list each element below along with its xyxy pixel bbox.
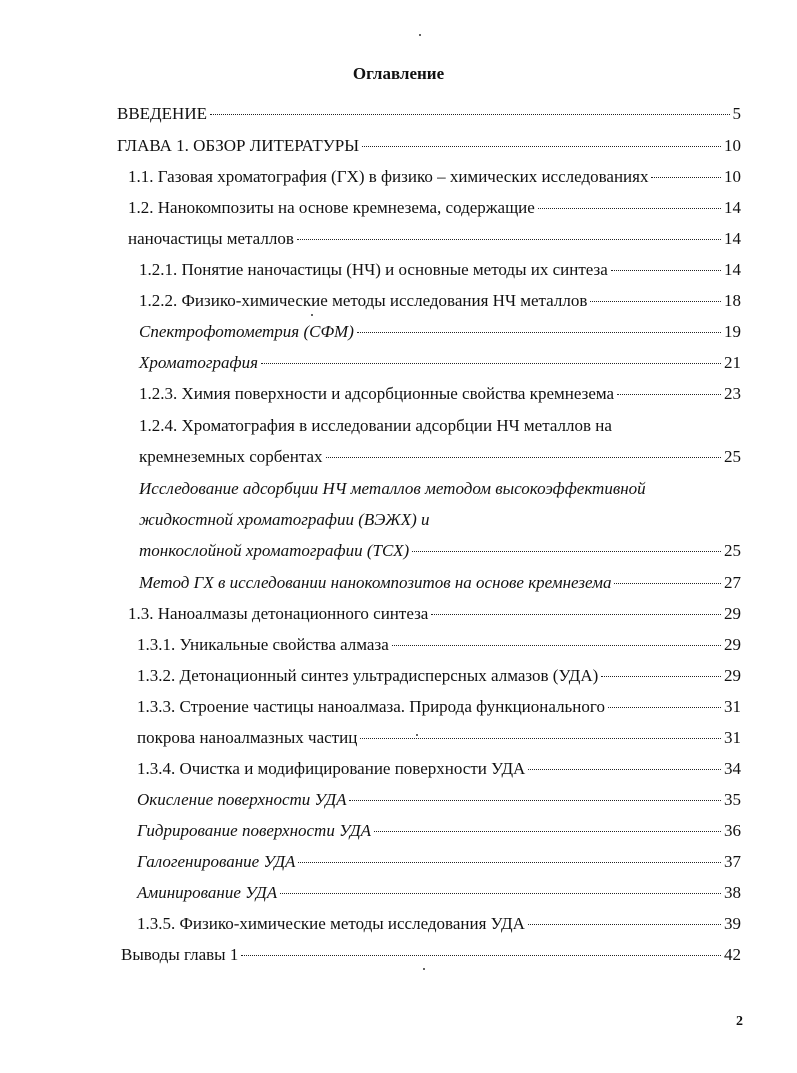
- toc-entry-text: Окисление поверхности УДА: [137, 790, 347, 809]
- toc-entry[interactable]: [128, 198, 741, 220]
- toc-entry-page: 14: [724, 198, 741, 217]
- toc-entry-text: 1.2.3. Химия поверхности и адсорбционные свойства кремнезема: [139, 384, 615, 403]
- toc-entry[interactable]: [139, 510, 741, 532]
- toc-entry[interactable]: [128, 604, 741, 626]
- toc-entry-page: 10: [724, 167, 741, 186]
- toc-entry[interactable]: [139, 573, 741, 595]
- toc-entry[interactable]: [137, 852, 741, 874]
- toc-entry-text: ГЛАВА 1. ОБЗОР ЛИТЕРАТУРЫ: [117, 136, 360, 155]
- toc-entry-page: 37: [724, 852, 741, 871]
- toc-entry[interactable]: [139, 384, 741, 406]
- toc-entry[interactable]: [139, 322, 741, 344]
- toc-entry[interactable]: [139, 353, 741, 375]
- toc-entry-text: 1.1. Газовая хроматография (ГХ) в физико – химических исследованиях: [128, 167, 649, 186]
- toc-entry[interactable]: [117, 104, 741, 126]
- toc-entry-text: Аминирование УДА: [137, 883, 278, 902]
- leader-dots: [392, 645, 721, 646]
- scan-speck: [311, 314, 313, 316]
- toc-entry-page: 23: [724, 384, 741, 403]
- leader-dots: [528, 769, 721, 770]
- toc-entry[interactable]: [139, 447, 741, 469]
- toc-entry-text: Галогенирование УДА: [137, 852, 296, 871]
- toc-entry-text: Исследование адсорбции НЧ металлов методом высокоэффективной: [139, 479, 646, 498]
- leader-dots: [360, 738, 721, 739]
- toc-entry[interactable]: [117, 136, 741, 158]
- toc-entry[interactable]: [137, 728, 741, 750]
- leader-dots: [374, 831, 721, 832]
- toc-entry-page: 27: [724, 573, 741, 592]
- toc-entry-page: 29: [724, 666, 741, 685]
- toc-entry-page: 18: [724, 291, 741, 310]
- leader-dots: [528, 924, 721, 925]
- toc-entry-text: 1.2. Нанокомпозиты на основе кремнезема, содержащие: [128, 198, 535, 217]
- page-number: 2: [736, 1014, 743, 1029]
- toc-entry-text: 1.3.4. Очистка и модифицирование поверхности УДА: [137, 759, 526, 778]
- toc-entry[interactable]: [139, 479, 741, 501]
- scan-speck: [423, 968, 425, 970]
- toc-entry[interactable]: [137, 697, 741, 719]
- leader-dots: [590, 301, 721, 302]
- toc-entry-text: 1.3.1. Уникальные свойства алмаза: [137, 635, 389, 654]
- leader-dots: [412, 551, 721, 552]
- toc-entry-page: 38: [724, 883, 741, 902]
- toc-entry-page: 14: [724, 260, 741, 279]
- toc-entry-text: наночастицы металлов: [128, 229, 294, 248]
- toc-entry[interactable]: [137, 790, 741, 812]
- toc-entry-page: 10: [724, 136, 741, 155]
- leader-dots: [261, 363, 721, 364]
- toc-entry-text: жидкостной хроматографии (ВЭЖХ) и: [139, 510, 430, 529]
- toc-entry[interactable]: [137, 821, 741, 843]
- leader-dots: [326, 457, 722, 458]
- toc-entry-text: 1.2.2. Физико-химические методы исследования НЧ металлов: [139, 291, 588, 310]
- toc-entry[interactable]: [139, 416, 741, 438]
- toc-entry-page: 42: [724, 945, 741, 964]
- toc-entry-page: 36: [724, 821, 741, 840]
- toc-entry-text: покрова наноалмазных частиц: [137, 728, 358, 747]
- toc-entry[interactable]: [137, 635, 741, 657]
- leader-dots: [280, 893, 721, 894]
- leader-dots: [431, 614, 721, 615]
- leader-dots: [617, 394, 721, 395]
- toc-entry-text: Спектрофотометрия (СФМ): [139, 322, 354, 341]
- scan-speck: [416, 734, 418, 736]
- toc-entry-page: 25: [724, 447, 741, 466]
- toc-entry-text: Выводы главы 1: [121, 945, 239, 964]
- toc-entry-text: 1.3.3. Строение частицы наноалмаза. Природа функционального: [137, 697, 605, 716]
- toc-entry[interactable]: [139, 291, 741, 313]
- leader-dots: [601, 676, 721, 677]
- toc-entry[interactable]: [139, 541, 741, 563]
- leader-dots: [297, 239, 721, 240]
- toc-entry[interactable]: [121, 945, 741, 967]
- toc-entry-page: 19: [724, 322, 741, 341]
- toc-entry-text: Гидрирование поверхности УДА: [137, 821, 372, 840]
- toc-entry-text: 1.2.4. Хроматография в исследовании адсорбции НЧ металлов на: [139, 416, 612, 435]
- toc-entry-page: 34: [724, 759, 741, 778]
- toc-entry-page: 25: [724, 541, 741, 560]
- leader-dots: [298, 862, 721, 863]
- leader-dots: [614, 583, 721, 584]
- toc-entry-text: кремнеземных сорбентах: [139, 447, 323, 466]
- toc-entry-page: 29: [724, 635, 741, 654]
- toc-entry-text: 1.2.1. Понятие наночастицы (НЧ) и основные методы их синтеза: [139, 260, 608, 279]
- toc-entry-page: 21: [724, 353, 741, 372]
- toc-entry-page: 31: [724, 697, 741, 716]
- toc-entry[interactable]: [137, 666, 741, 688]
- toc-entry[interactable]: [137, 759, 741, 781]
- toc-entry[interactable]: [139, 260, 741, 282]
- leader-dots: [651, 177, 721, 178]
- toc-entry-text: 1.3.2. Детонационный синтез ультрадисперсных алмазов (УДА): [137, 666, 599, 685]
- toc-entry[interactable]: [128, 229, 741, 251]
- toc-entry[interactable]: [137, 914, 741, 936]
- page-title: Оглавление: [352, 64, 445, 83]
- toc-entry-page: 39: [724, 914, 741, 933]
- toc-entry-text: 1.3. Наноалмазы детонационного синтеза: [128, 604, 429, 623]
- toc-entry-page: 14: [724, 229, 741, 248]
- leader-dots: [241, 955, 721, 956]
- leader-dots: [210, 114, 730, 115]
- leader-dots: [611, 270, 721, 271]
- leader-dots: [362, 146, 721, 147]
- toc-entry-text: Хроматография: [139, 353, 258, 372]
- toc-entry-page: 35: [724, 790, 741, 809]
- toc-entry-text: тонкослойной хроматографии (ТСХ): [139, 541, 410, 560]
- leader-dots: [538, 208, 721, 209]
- toc-entry[interactable]: [128, 167, 741, 189]
- leader-dots: [608, 707, 721, 708]
- toc-entry-text: Метод ГХ в исследовании нанокомпозитов на основе кремнезема: [139, 573, 612, 592]
- toc-entry-text: ВВЕДЕНИЕ: [117, 104, 207, 123]
- toc-entry[interactable]: [137, 883, 741, 905]
- leader-dots: [357, 332, 721, 333]
- scan-speck: [419, 34, 421, 36]
- toc-entry-page: 31: [724, 728, 741, 747]
- toc-entry-text: 1.3.5. Физико-химические методы исследования УДА: [137, 914, 525, 933]
- leader-dots: [349, 800, 721, 801]
- toc-entry-page: 5: [732, 104, 741, 123]
- toc-entry-page: 29: [724, 604, 741, 623]
